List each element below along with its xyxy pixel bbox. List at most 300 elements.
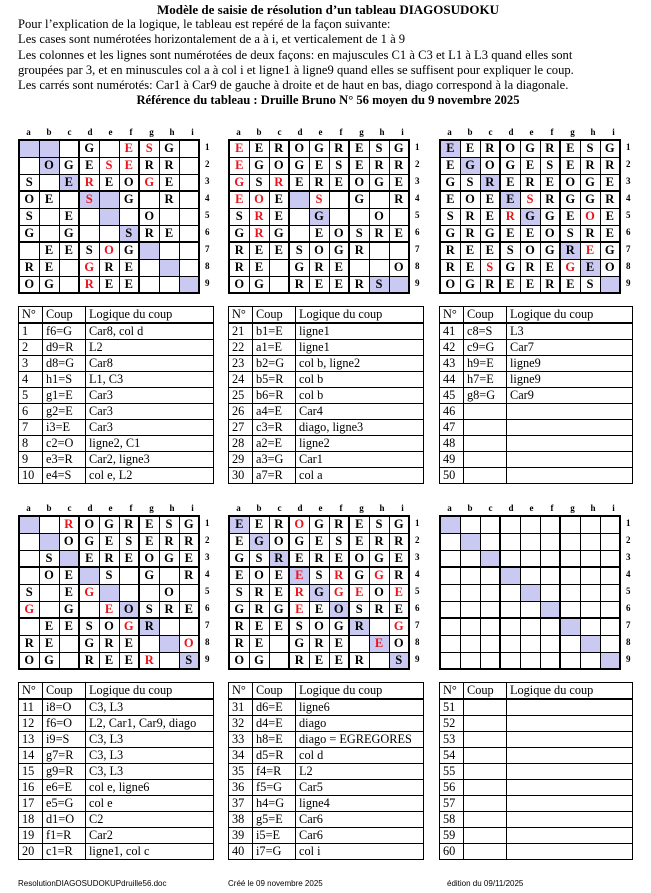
column-label: d (87, 127, 93, 137)
log-move: g2=E (43, 404, 86, 420)
log-reason: ligne1 (296, 323, 424, 340)
grid-cell: E (269, 191, 289, 208)
grid-cell: S (500, 242, 520, 259)
log-move (464, 796, 507, 812)
grid-cell: O (19, 276, 39, 293)
grid-cell: E (309, 276, 329, 293)
log-row (440, 420, 633, 436)
log-move-number: 50 (440, 468, 464, 484)
grid-cell: R (79, 276, 99, 293)
log-row (440, 356, 633, 372)
log-row (440, 372, 633, 388)
log-header-coup: Coup (464, 683, 507, 700)
grid-cell (520, 618, 540, 635)
grid-cell: S (540, 157, 560, 174)
column-label: c (277, 503, 282, 513)
log-reason: Car2 (86, 828, 214, 844)
log-reason: Car4 (296, 404, 424, 420)
grid-cell: R (309, 174, 329, 191)
log-move-number: 2 (19, 340, 43, 356)
grid-cell: E (99, 652, 119, 669)
grid-cell: E (249, 618, 269, 635)
grid-cell: E (329, 276, 349, 293)
log-move-number: 46 (440, 404, 464, 420)
log-reason: L2, Car1, Car9, diago (86, 716, 214, 732)
grid-cell (500, 601, 520, 618)
log-reason: col e, L2 (86, 468, 214, 484)
grid-cell: E (329, 259, 349, 276)
row-label: 8 (626, 637, 631, 647)
grid-cell (289, 191, 309, 208)
grid-cell (500, 516, 520, 533)
grid-cell: S (19, 208, 39, 225)
column-labels (228, 503, 423, 515)
row-label: 9 (415, 278, 420, 288)
log-row (229, 812, 424, 828)
grid-cell (349, 259, 369, 276)
grid-cell: R (249, 584, 269, 601)
grid-cell: S (289, 618, 309, 635)
log-reason: col b (296, 388, 424, 404)
log-row (19, 436, 214, 452)
grid-cell: R (560, 242, 580, 259)
grid-cell: E (349, 157, 369, 174)
document-header (18, 2, 638, 108)
grid-cell (59, 652, 79, 669)
grid-cell: S (159, 516, 179, 533)
grid-cell: O (179, 635, 199, 652)
log-row (19, 764, 214, 780)
grid-cell: E (269, 242, 289, 259)
log-row (229, 828, 424, 844)
grid-cell (159, 259, 179, 276)
log-header-num: N° (19, 307, 43, 324)
row-label: 6 (626, 227, 631, 237)
log-move: h9=E (464, 356, 507, 372)
grid-cell: E (349, 140, 369, 157)
row-label: 6 (415, 227, 420, 237)
row-label: 4 (205, 193, 210, 203)
log-row (19, 420, 214, 436)
grid-cell: E (119, 276, 139, 293)
row-label: 3 (205, 552, 210, 562)
grid-cell (480, 618, 500, 635)
grid-cell (600, 276, 620, 293)
grid-cell: G (500, 259, 520, 276)
intro-line-5: Les carrés sont numérotés: Car1 à Car9 de gauche à droite et de haut en bas, diago correspond à la diagonale. (18, 78, 569, 93)
column-label: h (169, 127, 175, 137)
log-move: e6=E (43, 780, 86, 796)
row-label: 8 (415, 637, 420, 647)
log-reason (507, 796, 633, 812)
column-label: b (467, 503, 473, 513)
grid-cell: G (560, 191, 580, 208)
column-label: a (447, 127, 452, 137)
row-label: 3 (626, 176, 631, 186)
grid-cell: E (440, 140, 460, 157)
column-labels (18, 503, 213, 515)
log-row (229, 732, 424, 748)
grid-cell: E (440, 191, 460, 208)
log-header-logique: Logique du coup (86, 683, 214, 700)
column-label: i (191, 127, 194, 137)
log-move (464, 780, 507, 796)
grid-cell: E (500, 174, 520, 191)
log-reason: C3, L3 (86, 748, 214, 764)
grid-cell: R (269, 140, 289, 157)
grid-cell: E (99, 174, 119, 191)
log-row (440, 436, 633, 452)
log-reason: ligne9 (507, 372, 633, 388)
grid-cell: R (389, 567, 409, 584)
grid-cell: G (119, 618, 139, 635)
log-reason: Car6 (296, 812, 424, 828)
log-move-number: 8 (19, 436, 43, 452)
grid-cell (269, 259, 289, 276)
grid-cell (59, 276, 79, 293)
grid-cell (139, 635, 159, 652)
log-move: b2=G (253, 356, 296, 372)
grid-cell: R (540, 140, 560, 157)
log-row (440, 340, 633, 356)
log-move-number: 42 (440, 340, 464, 356)
grid-cell: E (39, 635, 59, 652)
grid-cell: E (309, 157, 329, 174)
row-label: 2 (205, 159, 210, 169)
grid-cell (460, 652, 480, 669)
log-reason: Car3 (86, 420, 214, 436)
grid-cell (580, 550, 600, 567)
grid-cell: O (99, 618, 119, 635)
log-header-num: N° (440, 683, 464, 700)
grid-cell (159, 652, 179, 669)
log-row (19, 452, 214, 468)
grid-cell: G (139, 567, 159, 584)
grid-cell: R (249, 601, 269, 618)
log-move-number: 41 (440, 323, 464, 340)
log-move-number: 43 (440, 356, 464, 372)
grid-cell: S (229, 208, 249, 225)
log-move-number: 56 (440, 780, 464, 796)
log-header-num: N° (229, 307, 253, 324)
grid-cell: S (440, 208, 460, 225)
grid-cell: E (389, 225, 409, 242)
log-move: a2=E (253, 436, 296, 452)
grid-cell: S (139, 140, 159, 157)
grid-cell: G (440, 174, 460, 191)
grid-cell (139, 259, 159, 276)
grid-cell: E (369, 635, 389, 652)
grid-cell (119, 208, 139, 225)
grid-cell (39, 584, 59, 601)
grid-cell: S (19, 174, 39, 191)
log-move: f6=G (43, 323, 86, 340)
grid-cell (179, 191, 199, 208)
grid-cell: G (520, 140, 540, 157)
grid-cell: O (269, 533, 289, 550)
row-label: 3 (415, 176, 420, 186)
grid-cell: R (600, 191, 620, 208)
log-header-logique: Logique du coup (507, 307, 633, 324)
grid-cell: E (500, 276, 520, 293)
grid-cell (39, 208, 59, 225)
grid-cell (560, 652, 580, 669)
grid-cell: R (249, 225, 269, 242)
grid-cell (389, 276, 409, 293)
log-move: a4=E (253, 404, 296, 420)
log-move-number: 13 (19, 732, 43, 748)
column-label: g (359, 503, 364, 513)
grid-cell (440, 516, 460, 533)
intro-line-4: groupées par 3, et en minuscules col a à col i et ligne1 à ligne9 quand elles se suffisent pour expliquer le coup. (18, 62, 574, 77)
log-row (440, 828, 633, 844)
grid-cell: G (540, 242, 560, 259)
grid-cell: E (59, 242, 79, 259)
grid-cell: S (79, 191, 99, 208)
sudoku-table (439, 139, 621, 294)
row-label: 3 (626, 552, 631, 562)
grid-cell (179, 140, 199, 157)
row-label: 7 (626, 244, 631, 254)
grid-cell (39, 174, 59, 191)
column-label: d (297, 503, 303, 513)
grid-cell (440, 550, 460, 567)
log-move (464, 699, 507, 716)
grid-cell: R (389, 191, 409, 208)
grid-cell: E (179, 550, 199, 567)
row-label: 9 (205, 654, 210, 664)
log-row (229, 340, 424, 356)
grid-cell: G (119, 242, 139, 259)
grid-cell (369, 259, 389, 276)
log-row (19, 699, 214, 716)
grid-cell (500, 567, 520, 584)
grid-cell (99, 225, 119, 242)
log-reason: Car3 (86, 388, 214, 404)
grid-cell (520, 516, 540, 533)
grid-cell: R (229, 635, 249, 652)
grid-cell (440, 584, 460, 601)
column-label: f (339, 127, 343, 137)
log-move-number: 3 (19, 356, 43, 372)
grid-cell: G (139, 174, 159, 191)
log-move-number: 35 (229, 764, 253, 780)
grid-cell: E (249, 516, 269, 533)
grid-cell: G (369, 174, 389, 191)
log-move-number: 22 (229, 340, 253, 356)
grid-cell: R (289, 584, 309, 601)
log-move: i9=S (43, 732, 86, 748)
grid-cell: R (309, 635, 329, 652)
grid-cell (580, 618, 600, 635)
column-label: a (236, 127, 241, 137)
grid-cell: E (289, 567, 309, 584)
grid-cell: O (580, 208, 600, 225)
grid-cell (480, 584, 500, 601)
column-labels (18, 127, 213, 139)
grid-cell (19, 550, 39, 567)
grid-cell: S (520, 191, 540, 208)
log-move-number: 29 (229, 452, 253, 468)
log-move-number: 57 (440, 796, 464, 812)
log-move: h1=S (43, 372, 86, 388)
log-move-number: 18 (19, 812, 43, 828)
log-move: c1=R (43, 844, 86, 860)
grid-cell (39, 533, 59, 550)
log-reason (507, 812, 633, 828)
grid-cell (329, 208, 349, 225)
log-reason: C3, L3 (86, 764, 214, 780)
grid-cell: E (119, 157, 139, 174)
log-row (229, 716, 424, 732)
grid-cell: G (249, 157, 269, 174)
moves-log-table (439, 306, 633, 484)
log-move: b6=R (253, 388, 296, 404)
grid-cell: G (79, 140, 99, 157)
grid-cell: G (119, 191, 139, 208)
log-move-number: 28 (229, 436, 253, 452)
grid-cell: R (289, 652, 309, 669)
row-label: 2 (415, 159, 420, 169)
grid-cell: R (369, 225, 389, 242)
grid-cell (600, 652, 620, 669)
log-move-number: 6 (19, 404, 43, 420)
grid-cell: E (159, 174, 179, 191)
log-move (464, 404, 507, 420)
grid-cell (349, 635, 369, 652)
log-header-num: N° (229, 683, 253, 700)
log-reason: L2 (296, 764, 424, 780)
grid-cell: S (329, 157, 349, 174)
column-label: b (256, 503, 262, 513)
row-label: 8 (205, 261, 210, 271)
log-move: c2=O (43, 436, 86, 452)
log-reason (507, 452, 633, 468)
grid-cell (440, 601, 460, 618)
log-reason: diago = EGREGORES (296, 732, 424, 748)
grid-cell (520, 652, 540, 669)
grid-cell: G (309, 516, 329, 533)
grid-cell (500, 618, 520, 635)
log-reason: L2 (86, 340, 214, 356)
grid-cell: G (159, 550, 179, 567)
row-label: 8 (415, 261, 420, 271)
grid-cell: O (249, 191, 269, 208)
grid-cell (79, 601, 99, 618)
column-label: h (590, 127, 596, 137)
log-row (19, 780, 214, 796)
grid-cell: G (369, 550, 389, 567)
grid-cell (600, 533, 620, 550)
column-label: f (129, 503, 133, 513)
column-labels (439, 503, 634, 515)
grid-cell (440, 635, 460, 652)
log-reason: col d (296, 748, 424, 764)
log-move (464, 436, 507, 452)
log-move: b1=E (253, 323, 296, 340)
grid-cell: E (179, 601, 199, 618)
grid-cell: O (460, 191, 480, 208)
grid-cell (369, 652, 389, 669)
grid-cell: S (139, 601, 159, 618)
grid-cell: E (500, 225, 520, 242)
log-move-number: 59 (440, 828, 464, 844)
log-move (464, 732, 507, 748)
grid-cell: G (289, 259, 309, 276)
grid-cell: R (349, 242, 369, 259)
grid-cell: O (349, 550, 369, 567)
grid-cell: E (560, 140, 580, 157)
grid-cell: E (349, 516, 369, 533)
grid-cell (560, 550, 580, 567)
log-move: c3=R (253, 420, 296, 436)
log-row (229, 699, 424, 716)
log-row (229, 388, 424, 404)
grid-cell: E (229, 157, 249, 174)
grid-cell: G (229, 601, 249, 618)
grid-cell (600, 516, 620, 533)
grid-cell (99, 191, 119, 208)
moves-log-table (228, 306, 424, 484)
grid-cell: S (580, 140, 600, 157)
column-label: h (379, 127, 385, 137)
grid-reference: Référence du tableau : Druille Bruno N° 56 moyen du 9 novembre 2025 (136, 93, 520, 108)
row-label: 8 (205, 637, 210, 647)
grid-cell: E (289, 550, 309, 567)
column-label: c (67, 503, 72, 513)
column-label: c (277, 127, 282, 137)
grid-cell: R (229, 618, 249, 635)
log-row (440, 748, 633, 764)
log-move: g7=R (43, 748, 86, 764)
grid-cell (560, 584, 580, 601)
grid-cell: R (59, 516, 79, 533)
grid-cell: S (289, 242, 309, 259)
log-reason: col b, ligne2 (296, 356, 424, 372)
grid-cell (159, 276, 179, 293)
grid-cell (59, 259, 79, 276)
grid-cell (440, 652, 460, 669)
column-label: h (379, 503, 385, 513)
grid-cell: E (520, 225, 540, 242)
log-move: f4=R (253, 764, 296, 780)
grid-cell: G (349, 191, 369, 208)
grid-cell: E (59, 174, 79, 191)
grid-cell (600, 550, 620, 567)
log-move: e3=R (43, 452, 86, 468)
grid-cell: R (119, 516, 139, 533)
log-move: d5=R (253, 748, 296, 764)
grid-cell (480, 533, 500, 550)
grid-cell: E (289, 601, 309, 618)
grid-cell: S (249, 550, 269, 567)
grid-cell: R (580, 157, 600, 174)
grid-cell: S (229, 584, 249, 601)
row-label: 9 (415, 654, 420, 664)
grid-cell: E (480, 242, 500, 259)
grid-cell (139, 276, 159, 293)
grid-cell (440, 618, 460, 635)
grid-cell: G (79, 259, 99, 276)
log-move-number: 10 (19, 468, 43, 484)
row-label: 7 (205, 620, 210, 630)
column-label: f (550, 503, 554, 513)
log-move-number: 32 (229, 716, 253, 732)
grid-cell: G (600, 140, 620, 157)
log-move: i8=O (43, 699, 86, 716)
intro-line-1: Pour l’explication de la logique, le tableau est repéré de la façon suivante: (18, 17, 391, 32)
log-reason: Car9 (507, 388, 633, 404)
